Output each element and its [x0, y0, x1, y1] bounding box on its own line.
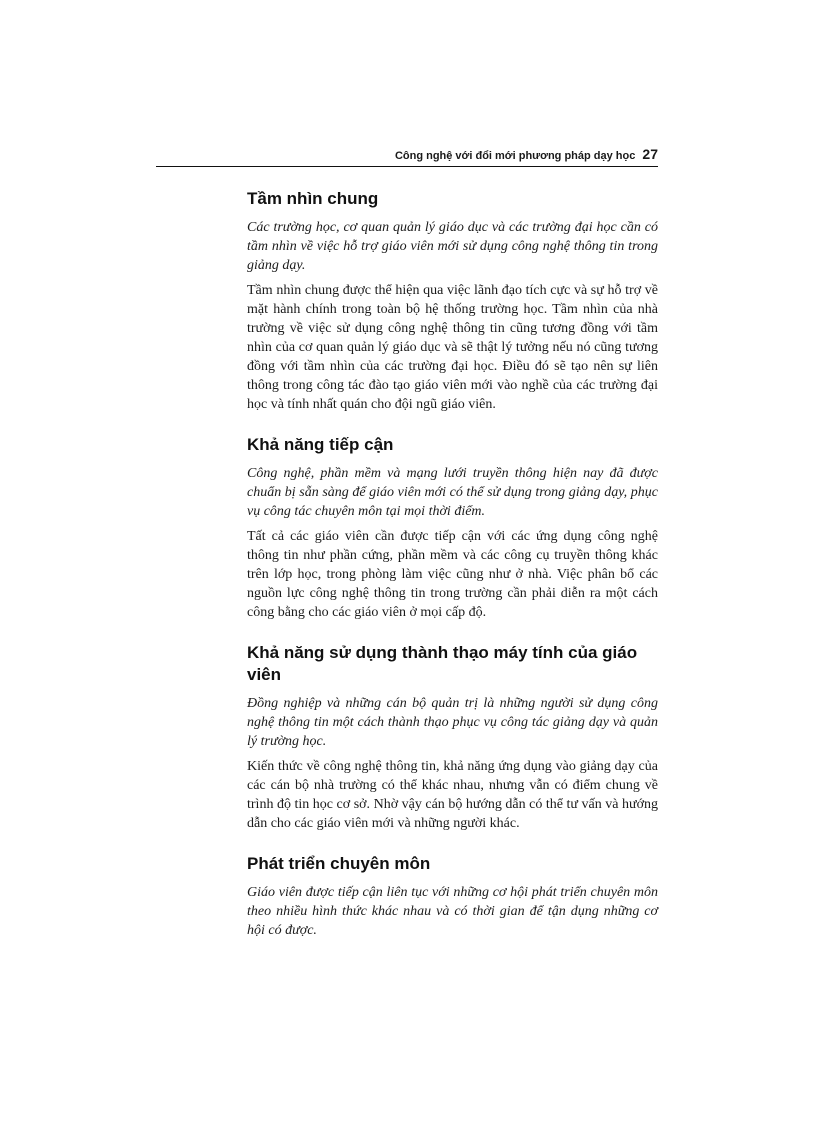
section-heading: Tầm nhìn chung: [247, 189, 379, 208]
running-title: Công nghệ với đổi mới phương pháp dạy học: [394, 150, 636, 162]
section-lead: Công nghệ, phần mềm và mạng lưới truyền thông hiện nay đã được chuẩn bị sẵn sàng để giáo viên mới có thể sử dụng trong giảng dạy, phục vụ công tác chuyên môn tại mọi thời điểm.: [247, 466, 658, 519]
section-body: Tất cả các giáo viên cần được tiếp cận với các ứng dụng công nghệ thông tin như phần cứng, phần mềm và các công cụ truyền thông khác trên lớp học, trong phòng làm việc cũng như ở nhà. Việc phân bổ các nguồn lực công nghệ thông tin trong trường cần phải diễn ra một cách công bằng cho các giáo viên ở mọi cấp độ.: [247, 529, 658, 620]
section-heading: Khả năng tiếp cận: [247, 435, 394, 454]
section-professional-development: [247, 853, 658, 940]
section-body: Kiến thức về công nghệ thông tin, khả năng ứng dụng vào giảng dạy của các cán bộ nhà trường có thể khác nhau, nhưng vẫn có điểm chung về trình độ tin học cơ sở. Nhờ vậy cán bộ hướng dẫn có thể tư vấn và hướng dẫn cho các giáo viên mới và những người khác.: [247, 759, 658, 831]
section-shared-vision: [247, 188, 658, 414]
running-header: [156, 146, 658, 167]
section-heading: Phát triển chuyên môn: [247, 854, 431, 873]
section-lead: Đồng nghiệp và những cán bộ quản trị là những người sử dụng công nghệ thông tin một cách thành thạo phục vụ công tác giảng dạy và quản lý trường học.: [247, 696, 658, 749]
section-accessibility: [247, 434, 658, 622]
section-lead: Các trường học, cơ quan quản lý giáo dục và các trường đại học cần có tầm nhìn về việc hỗ trợ giáo viên mới sử dụng công nghệ thông tin trong giảng dạy.: [247, 220, 658, 273]
page-number: 27: [642, 146, 658, 162]
section-body: Tầm nhìn chung được thể hiện qua việc lãnh đạo tích cực và sự hỗ trợ về mặt hành chính trong toàn bộ hệ thống trường học. Tầm nhìn của nhà trường về việc sử dụng công nghệ thông tin cũng tương đồng với tầm nhìn của cơ quan quản lý giáo dục và sẽ thật lý tưởng nếu nó cũng tương đồng với tầm nhìn của các trường đại học. Điều đó sẽ tạo nên sự liên thông trong công tác đào tạo giáo viên mới vào nghề của các trường đại học và tính nhất quán cho đội ngũ giáo viên.: [247, 283, 658, 412]
section-lead: Giáo viên được tiếp cận liên tục với những cơ hội phát triển chuyên môn theo nhiều hình thức khác nhau và có thời gian để tận dụng những cơ hội có được.: [247, 885, 658, 938]
section-computer-proficiency: [247, 642, 658, 833]
page-content: [247, 188, 658, 946]
section-heading: Khả năng sử dụng thành thạo máy tính của giáo viên: [247, 643, 638, 684]
